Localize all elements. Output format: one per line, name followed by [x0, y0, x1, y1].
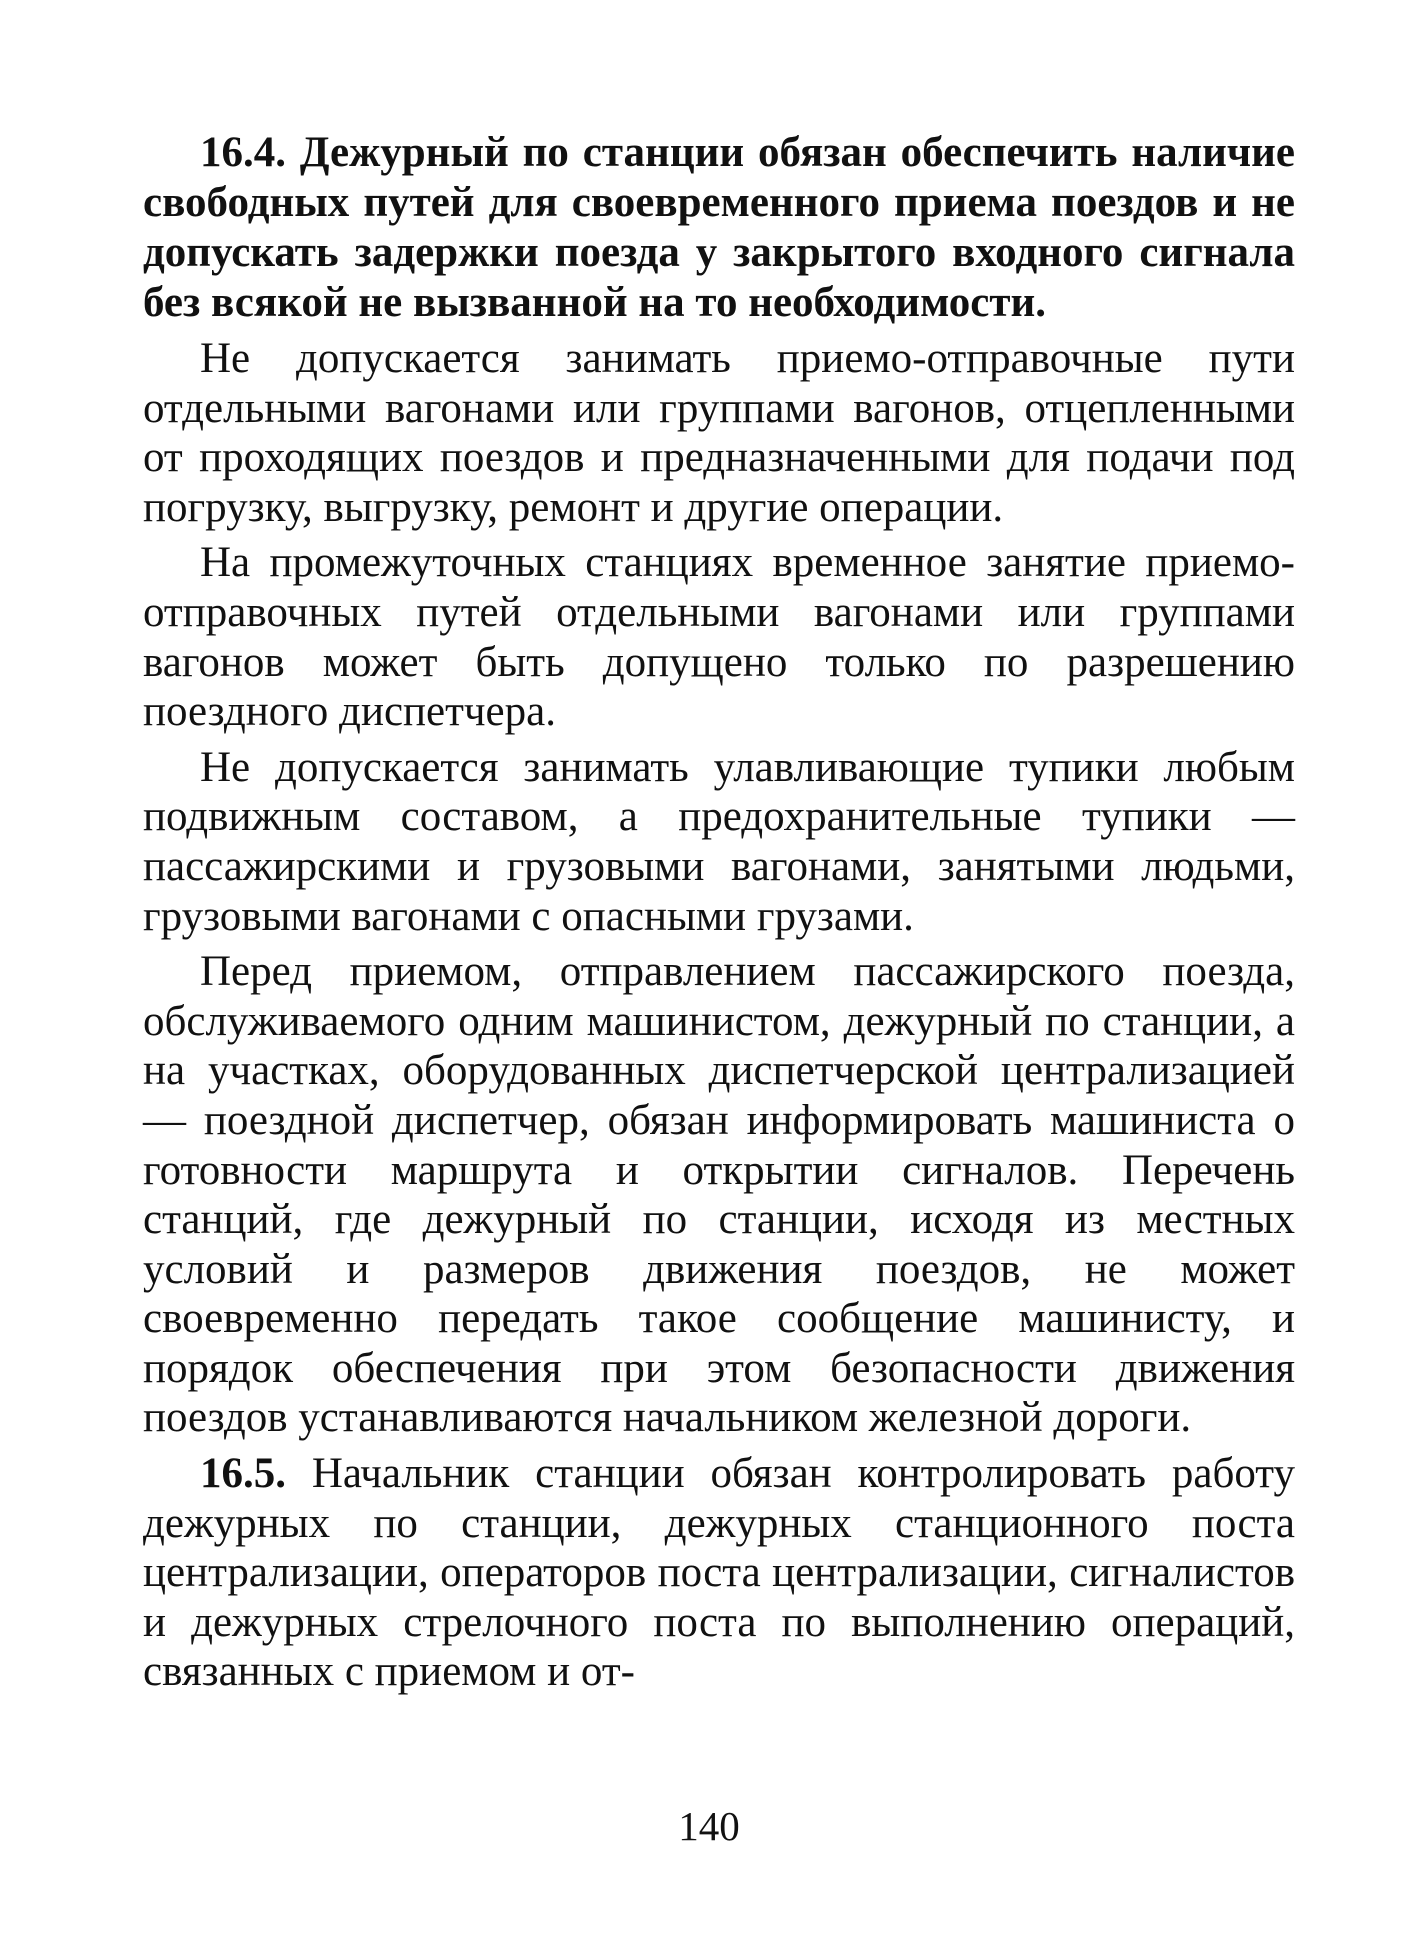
- section-number: 16.4.: [200, 129, 286, 176]
- paragraph-3: Не допускается занимать улавливающие тупики любым подвижным составом, а предохранительные тупики — пассажирскими и грузовыми вагонами, занятыми людьми, грузовыми вагонами с опасными грузами.: [143, 743, 1295, 940]
- section-number: 16.5.: [200, 1450, 286, 1498]
- section-heading-text: Дежурный по станции обязан обеспечить наличие свободных путей для своевременного приема поездов и не допускать задержки поезда у закрытого входного сигнала без всякой не вызванной на то необходимости.: [143, 129, 1295, 326]
- page-number: 140: [678, 1803, 740, 1849]
- paragraph-1: Не допускается занимать приемо-отправочные пути отдельными вагонами или группами вагонов, отцепленными от проходящих поездов и предназначенными для подачи под погрузку, выгрузку, ремонт и другие операции.: [143, 335, 1295, 531]
- paragraph-2: На промежуточных станциях временное занятие приемо-отправочных путей отдельными вагонами или группами вагонов может быть допущено только по разрешению поездного диспетчера.: [143, 539, 1295, 736]
- section-16-4-heading: [143, 128, 1295, 328]
- section-text: Начальник станции обязан контролировать работу дежурных по станции, дежурных станционного поста централизации, операторов поста централизации, сигналистов и дежурных стрелочного поста по выполнению операций, связанных с приемом и от-: [143, 1450, 1295, 1696]
- section-16-5-paragraph: [143, 1449, 1295, 1697]
- paragraph-4: Перед приемом, отправлением пассажирского поезда, обслуживаемого одним машинистом, дежурный по станции, а на участках, оборудованных диспетчерской централизацией — поездной диспетчер, обязан информировать машиниста о готовности маршрута и открытии сигналов. Перечень станций, где дежурный по станции, исходя из местных условий и размеров движения поездов, не может своевременно передать такое сообщение машинисту, и порядок обеспечения при этом безопасности движения поездов устанавливаются начальником железной дороги.: [143, 948, 1295, 1442]
- page-content: [143, 128, 1295, 1697]
